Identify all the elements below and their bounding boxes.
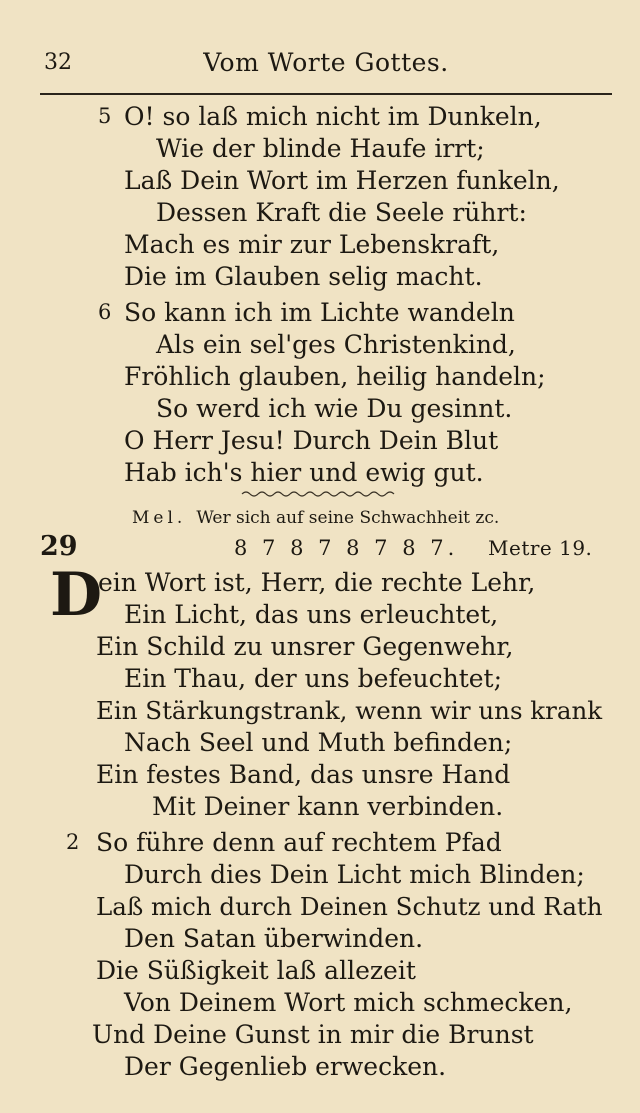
verse-line: Hab ich's hier und ewig gut. xyxy=(124,458,484,487)
verse-line: Die Süßigkeit laß allezeit xyxy=(96,956,416,985)
verse-line: So werd ich wie Du gesinnt. xyxy=(156,394,513,423)
verse-line: So kann ich im Lichte wandeln xyxy=(124,298,515,327)
verse-line: Wie der blinde Haufe irrt; xyxy=(156,134,485,163)
drop-cap: D xyxy=(50,560,103,630)
verse-line: Als ein sel'ges Christenkind, xyxy=(156,330,516,359)
stanza-number-5: 5 xyxy=(98,104,112,128)
verse-line: Von Deinem Wort mich schmecken, xyxy=(124,988,573,1017)
verse-line: Mit Deiner kann verbinden. xyxy=(152,792,504,821)
verse-line: Durch dies Dein Licht mich Blinden; xyxy=(124,860,585,889)
page-number: 32 xyxy=(44,50,72,75)
verse-line: O! so laß mich nicht im Dunkeln, xyxy=(124,102,542,131)
ornament-divider xyxy=(240,489,400,499)
verse-line: Ein Stärkungstrank, wenn wir uns krank xyxy=(96,696,603,725)
melody-reference xyxy=(132,506,499,530)
verse-line: Der Gegenlieb erwecken. xyxy=(124,1052,447,1081)
verse-line: Dessen Kraft die Seele rührt: xyxy=(156,198,527,227)
header-rule xyxy=(40,93,612,95)
verse-line: Ein Licht, das uns erleuchtet, xyxy=(124,600,499,629)
stanza-number-2: 2 xyxy=(66,830,80,854)
metre-label: Metre 19. xyxy=(488,536,593,560)
verse-line: Mach es mir zur Lebenskraft, xyxy=(124,230,500,259)
page-header xyxy=(40,44,612,84)
verse-line: Nach Seel und Muth befinden; xyxy=(124,728,513,757)
verse-line: Die im Glauben selig macht. xyxy=(124,262,483,291)
melody-label: Mel. xyxy=(132,508,187,528)
verse-line: Ein Thau, der uns befeuchtet; xyxy=(124,664,503,693)
melody-text: Wer sich auf seine Schwachheit zc. xyxy=(196,508,500,528)
stanza-number-6: 6 xyxy=(98,300,112,324)
hymn-number: 29 xyxy=(40,531,78,562)
verse-line: ein Wort ist, Herr, die rechte Lehr, xyxy=(98,568,536,597)
verse-line: Den Satan überwinden. xyxy=(124,924,424,953)
verse-line: Ein Schild zu unsrer Gegenwehr, xyxy=(96,632,514,661)
verse-line: Laß Dein Wort im Herzen funkeln, xyxy=(124,166,560,195)
verse-line: Und Deine Gunst in mir die Brunst xyxy=(92,1020,534,1049)
verse-line: So führe denn auf rechtem Pfad xyxy=(96,828,502,857)
verse-line: Laß mich durch Deinen Schutz und Rath xyxy=(96,892,603,921)
verse-line: O Herr Jesu! Durch Dein Blut xyxy=(124,426,499,455)
metre-digits: 8 7 8 7 8 7 8 7. xyxy=(234,536,459,560)
verse-line: Fröhlich glauben, heilig handeln; xyxy=(124,362,546,391)
running-title: Vom Worte Gottes. xyxy=(203,48,449,77)
verse-line: Ein festes Band, das unsre Hand xyxy=(96,760,511,789)
